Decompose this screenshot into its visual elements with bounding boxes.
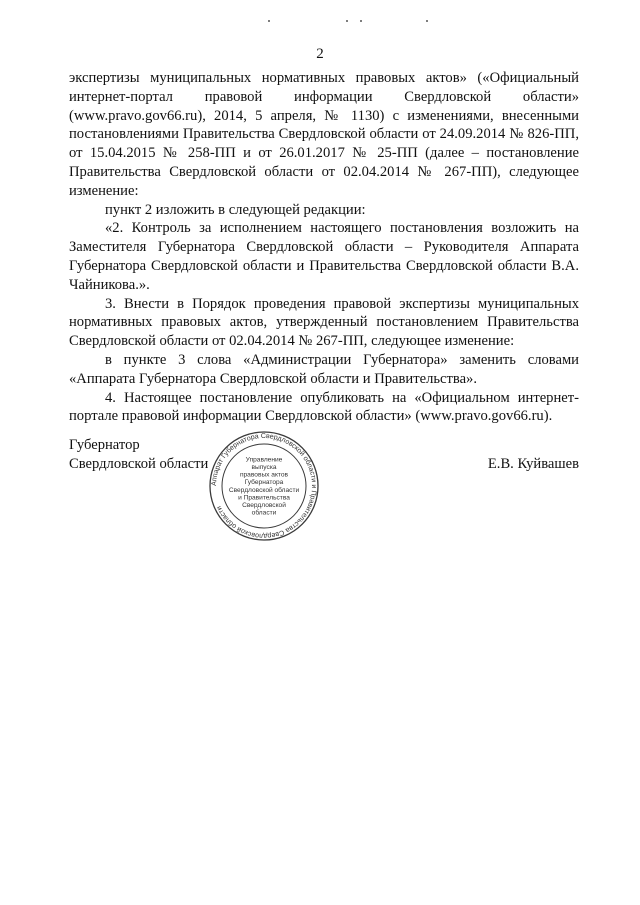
paragraph-continuation: экспертизы муниципальных нормативных правовых актов» («Официальный интернет-портал правовой информации Свердловской области» (www.pravo.gov66.ru), 2014, 5 апреля, № 1130) с изменениями, внесенными постановлениями Правительства Свердловской области от 24.09.2014 № 826-ПП, от 15.04.2015 № 258-ПП и от 26.01.2017 № 25-ПП (далее – постановление Правительства Свердловской области от 02.04.2014 № 267-ПП), следующее изменение:	[69, 70, 579, 199]
page-number: 2	[316, 46, 324, 62]
stamp-center-text	[229, 456, 300, 516]
signer-name: Е.В. Куйвашев	[487, 456, 579, 472]
stamp-center-line: Свердловской области	[228, 486, 300, 494]
stamp-center-line: Свердловской	[242, 502, 286, 509]
paragraph-item-3-change: в пункте 3 слова «Администрации Губернатора» заменить словами «Аппарата Губернатора Свердловской области и Правительства».	[69, 351, 579, 387]
paragraph-new-wording: «2. Контроль за исполнением настоящего постановления возложить на Заместителя Губернатора Свердловской области – Руководителя Аппарата Губернатора Свердловской области и Правительства Свердловской области В.А. Чайникова.».	[69, 220, 579, 293]
scan-speck	[426, 20, 428, 22]
scan-speck	[268, 20, 270, 22]
stamp-center-line: Губернатора	[244, 479, 284, 487]
signer-title-line2: Свердловской области	[69, 455, 209, 472]
stamp-center-line: Управление	[245, 456, 283, 464]
stamp-ring-textpath: Аппарат Губернатора Свердловской области и Правительства Свердловской области	[210, 432, 318, 540]
official-stamp	[203, 431, 325, 541]
stamp-center-line: и Правительства	[238, 494, 290, 502]
paragraph-item-4: 4. Настоящее постановление опубликовать на «Официальном интернет-портале правовой информации Свердловской области» (www.pravo.gov66.ru).	[69, 389, 579, 425]
signer-title-line1: Губернатор	[69, 437, 140, 453]
paragraph-point-2-instruction: пункт 2 изложить в следующей редакции:	[105, 201, 366, 218]
stamp-center-line: области	[251, 509, 277, 517]
signature-block	[69, 431, 579, 541]
signer-title	[69, 436, 208, 474]
scan-speck	[360, 20, 362, 22]
stamp-center-line: правовых актов	[239, 471, 289, 479]
scan-speck	[346, 20, 348, 22]
paragraph-item-3: 3. Внести в Порядок проведения правовой экспертизы муниципальных нормативных правовых актов, утвержденный постановлением Правительства Свердловской области от 02.04.2014 № 267-ПП, следующее изменение:	[69, 295, 579, 350]
document-body	[69, 69, 579, 426]
stamp-center-line: выпуска	[251, 464, 277, 471]
